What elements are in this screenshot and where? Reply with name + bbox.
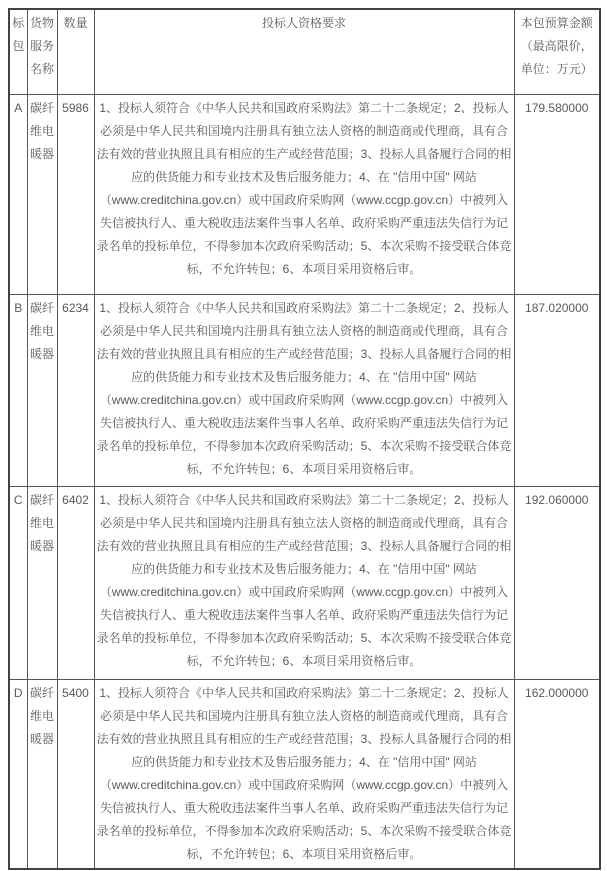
procurement-packages-table <box>8 8 601 870</box>
budget-cell: 187.020000 <box>514 294 600 486</box>
table-header-row <box>9 9 600 94</box>
header-package: 标包 <box>9 9 27 94</box>
requirements-cell: 1、投标人须符合《中华人民共和国政府采购法》第二十二条规定；2、投标人必须是中华人民共和国境内注册具有独立法人资格的制造商或代理商，具有合法有效的营业执照且具有相应的生产或经营范围；3、投标人具备履行合同的相应的供货能力和专业技术及售后服务能力；4、在 "信用中国" 网站（www.creditchina.gov.cn）或中国政府采购网（www.ccgp.gov.cn）中被列入失信被执行人、重大税收违法案件当事人名单、政府采购严重违法失信行为记录名单的投标单位，不得参加本次政府采购活动；5、本次采购不接受联合体竞标，不允许转包；6、本项目采用资格后审。 <box>94 679 514 869</box>
header-quantity: 数量 <box>57 9 94 94</box>
package-cell: C <box>9 486 27 679</box>
budget-cell: 179.580000 <box>514 94 600 294</box>
budget-cell: 162.000000 <box>514 679 600 869</box>
requirements-cell: 1、投标人须符合《中华人民共和国政府采购法》第二十二条规定；2、投标人必须是中华人民共和国境内注册具有独立法人资格的制造商或代理商，具有合法有效的营业执照且具有相应的生产或经营范围；3、投标人具备履行合同的相应的供货能力和专业技术及售后服务能力；4、在 "信用中国" 网站（www.creditchina.gov.cn）或中国政府采购网（www.ccgp.gov.cn）中被列入失信被执行人、重大税收违法案件当事人名单、政府采购严重违法失信行为记录名单的投标单位，不得参加本次政府采购活动；5、本次采购不接受联合体竞标，不允许转包；6、本项目采用资格后审。 <box>94 294 514 486</box>
header-bidder-requirements: 投标人资格要求 <box>94 9 514 94</box>
item-cell: 碳纤维电暖器 <box>27 94 57 294</box>
table-row <box>9 486 600 679</box>
item-cell: 碳纤维电暖器 <box>27 294 57 486</box>
package-cell: B <box>9 294 27 486</box>
requirements-cell: 1、投标人须符合《中华人民共和国政府采购法》第二十二条规定；2、投标人必须是中华人民共和国境内注册具有独立法人资格的制造商或代理商，具有合法有效的营业执照且具有相应的生产或经营范围；3、投标人具备履行合同的相应的供货能力和专业技术及售后服务能力；4、在 "信用中国" 网站（www.creditchina.gov.cn）或中国政府采购网（www.ccgp.gov.cn）中被列入失信被执行人、重大税收违法案件当事人名单、政府采购严重违法失信行为记录名单的投标单位，不得参加本次政府采购活动；5、本次采购不接受联合体竞标，不允许转包；6、本项目采用资格后审。 <box>94 486 514 679</box>
table-row <box>9 679 600 869</box>
budget-cell: 192.060000 <box>514 486 600 679</box>
requirements-cell: 1、投标人须符合《中华人民共和国政府采购法》第二十二条规定；2、投标人必须是中华人民共和国境内注册具有独立法人资格的制造商或代理商，具有合法有效的营业执照且具有相应的生产或经营范围；3、投标人具备履行合同的相应的供货能力和专业技术及售后服务能力；4、在 "信用中国" 网站（www.creditchina.gov.cn）或中国政府采购网（www.ccgp.gov.cn）中被列入失信被执行人、重大税收违法案件当事人名单、政府采购严重违法失信行为记录名单的投标单位，不得参加本次政府采购活动；5、本次采购不接受联合体竞标，不允许转包；6、本项目采用资格后审。 <box>94 94 514 294</box>
quantity-cell: 6234 <box>57 294 94 486</box>
quantity-cell: 6402 <box>57 486 94 679</box>
table-row <box>9 94 600 294</box>
header-item-name: 货物服务名称 <box>27 9 57 94</box>
quantity-cell: 5400 <box>57 679 94 869</box>
item-cell: 碳纤维电暖器 <box>27 679 57 869</box>
package-cell: D <box>9 679 27 869</box>
header-budget-amount: 本包预算金额（最高限价，单位：万元） <box>514 9 600 94</box>
package-cell: A <box>9 94 27 294</box>
quantity-cell: 5986 <box>57 94 94 294</box>
table-row <box>9 294 600 486</box>
item-cell: 碳纤维电暖器 <box>27 486 57 679</box>
